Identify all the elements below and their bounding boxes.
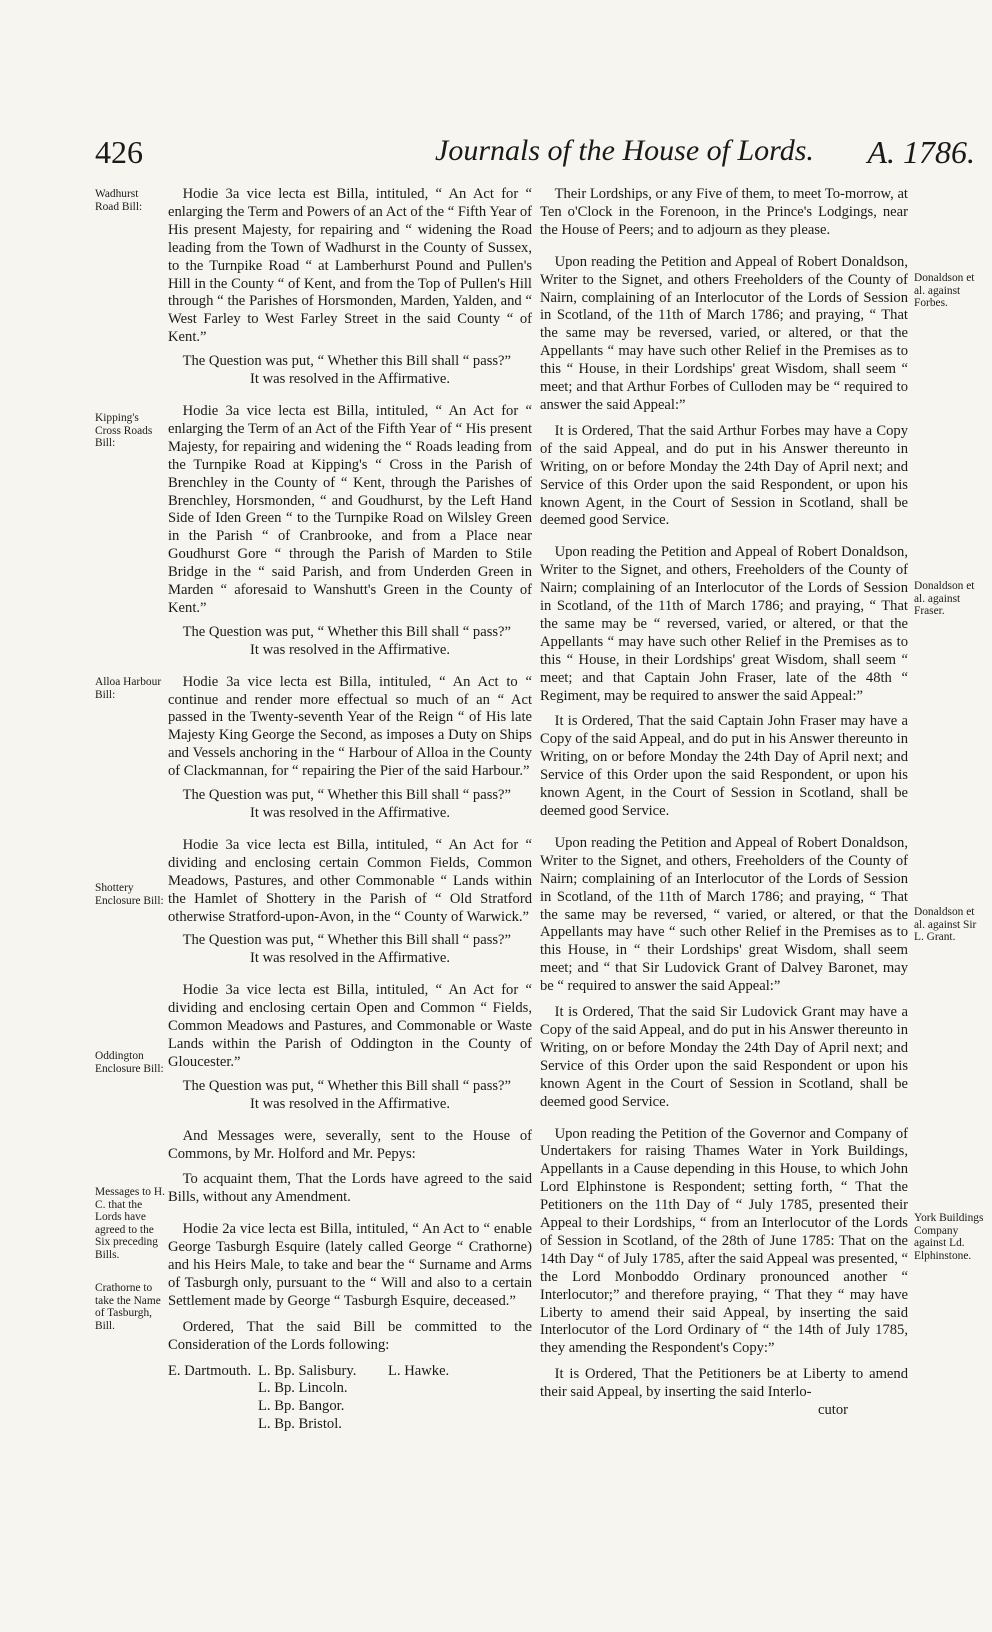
messages-text: And Messages were, severally, sent to the House of Commons, by Mr. Holford and Mr. Pepys: <box>168 1127 532 1162</box>
margin-note-wadhurst: Wadhurst Road Bill: <box>95 188 143 213</box>
margin-note-shottery: Shottery Enclosure Bill: <box>95 882 164 907</box>
margin-note-grant: Donaldson et al. against Sir L. Grant. <box>914 906 977 944</box>
margin-note-forbes: Donaldson et al. against Forbes. <box>914 272 975 310</box>
right-column <box>540 186 908 1434</box>
wadhurst-section <box>168 186 532 389</box>
york-petition-text: Upon reading the Petition of the Governor and Company of Undertakers for raising Thames Water in York Buildings, Appellants in a Cause depending in this House, to which John Lord Elphinstone is Respondent; setting forth, “ That the Petitioners on the 11th Day of “ July 1785, presented their Appeal to their Lordships, “ from an Interlocutor of the Lords of Session in Scotland, of the 28th of June 1785: That on the 14th Day “ of July 1785, after the said Appeal was presented, “ the Lord Monboddo Ordinary pronounced another “ Interlocutor;” and therefore praying, “ That they “ may have Liberty to amend their said Appeal, by inserting the said Interlocutor of the Lord Ordinary of “ the 14th of July 1785, they amending the Respondent's Copy:” <box>540 1125 908 1357</box>
forbes-order-text: It is Ordered, That the said Arthur Forbes may have a Copy of the said Appeal, and do put in his Answer thereunto in Writing, on or before Monday the 24th Day of April next; and Service of this Order upon the said Respondent, or upon his known Agent, in the Court of Session in Scotland, shall be deemed good Service. <box>540 422 908 529</box>
ordered-committed-text: Ordered, That the said Bill be committed to the Consideration of the Lords following: <box>168 1318 532 1353</box>
fraser-section <box>540 544 908 821</box>
page-number: 426 <box>95 134 143 170</box>
alloa-bill-text: Hodie 3a vice lecta est Billa, intituled, “ An Act to “ continue and render more effectual so much of an “ Act passed in the Twenty-seventh Year of the Reign “ of His late Majesty King George the Second, as imposes a Duty on Ships and Vessels anchoring in the “ Harbour of Alloa in the County of Clackmannan, for “ repairing the Pier of the said Harbour.” <box>168 673 532 780</box>
resolved-text: It was resolved in the Affirmative. <box>250 371 450 388</box>
margin-note-oddington: Oddington Enclosure Bill: <box>95 1050 164 1075</box>
margin-note-alloa: Alloa Harbour Bill: <box>95 676 162 701</box>
committee-meet-section <box>540 186 908 240</box>
question-text: The Question was put, “ Whether this Bill shall “ pass?” <box>182 932 512 949</box>
shottery-section <box>168 837 532 968</box>
question-text: The Question was put, “ Whether this Bill shall “ pass?” <box>182 1077 512 1094</box>
forbes-section <box>540 254 908 531</box>
lord-name: L. Bp. Salisbury. <box>258 1362 357 1379</box>
york-order-text: It is Ordered, That the Petitioners be at Liberty to amend their said Appeal, by inserting the said Interlo- <box>540 1366 908 1401</box>
lords-list <box>168 1363 532 1435</box>
margin-note-kippings: Kipping's Cross Roads Bill: <box>95 412 153 450</box>
margin-note-messages: Messages to H. C. that the Lords have agreed to the Six preceding Bills. <box>95 1186 165 1261</box>
grant-petition-text: Upon reading the Petition and Appeal of Robert Donaldson, Writer to the Signet, and others, Freeholders of the County of Nairn; complaining of an Interlocutor of the Lords of Session in Scotland, of the 11th of March 1786; and praying, “ That the same may be reversed, “ varied, or altered, or that the Appellants may have “ such other Relief in the Premises as to this House, in “ their Lordships' great Wisdom, shall seem meet; and “ that Sir Ludovick Grant of Dalvey Baronet, may be “ required to answer the said Appeal:” <box>540 834 908 995</box>
oddington-bill-text: Hodie 3a vice lecta est Billa, intituled, “ An Act for “ dividing and enclosing certain Open and Common “ Fields, Common Meadows and Pastures, and Commonable or Waste Lands within the Parish of Oddington in the County of Gloucester.” <box>168 982 532 1070</box>
committee-meet-text: Their Lordships, or any Five of them, to meet To-morrow, at Ten o'Clock in the Forenoon, in the Prince's Lodgings, near the House of Peers; and to adjourn as they please. <box>540 186 908 238</box>
fraser-order-text: It is Ordered, That the said Captain John Fraser may have a Copy of the said Appeal, and do put in his Answer thereunto in Writing, on or before Monday the 24th Day of April next; and Service of this Order upon the said Respondent, or upon his known Agent, in the Court of Session in Scotland, shall be deemed good Service. <box>540 713 908 819</box>
question-text: The Question was put, “ Whether this Bill shall “ pass?” <box>182 623 512 640</box>
lord-name: L. Hawke. <box>388 1362 450 1379</box>
question-text: The Question was put, “ Whether this Bill shall “ pass?” <box>182 353 512 370</box>
resolved-text: It was resolved in the Affirmative. <box>250 805 450 821</box>
alloa-section <box>168 674 532 823</box>
crathorne-section <box>168 1221 532 1434</box>
margin-note-fraser: Donaldson et al. against Fraser. <box>914 580 975 618</box>
question-text: The Question was put, “ Whether this Bill shall “ pass?” <box>182 787 512 804</box>
resolved-text: It was resolved in the Affirmative. <box>250 1095 450 1112</box>
margin-note-crathorne: Crathorne to take the Name of Tasburgh, Bill. <box>95 1282 161 1332</box>
grant-section <box>540 835 908 1112</box>
kippings-section <box>168 403 532 660</box>
journal-title: Journals of the House of Lords. <box>435 134 814 167</box>
lord-name: L. Bp. Bristol. <box>258 1416 342 1433</box>
forbes-petition-text: Upon reading the Petition and Appeal of Robert Donaldson, Writer to the Signet, and others Freeholders of the County of Nairn, complaining of an Interlocutor of the Lords of Session in Scotland, of the 11th of March 1786; and praying, “ That the same may be reversed, varied, or altered, or that the Appellants “ may have such other Relief in the Premises as to this “ House, in their Lordships' great Wisdom, shall seem “ meet; and that Arthur Forbes of Culloden may be “ required to answer the said Appeal:” <box>540 253 908 413</box>
acquaint-text: To acquaint them, That the Lords have agreed to the said Bills, without any Amendment. <box>168 1171 532 1206</box>
journal-year: A. 1786. <box>867 134 975 170</box>
oddington-section <box>168 982 532 1113</box>
shottery-bill-text: Hodie 3a vice lecta est Billa, intituled, “ An Act for “ dividing and enclosing certain Common Fields, Common Meadows, Pastures, and other Commonable “ Lands within the Hamlet of Shottery in the Parish of “ Old Stratford otherwise Stratford-upon-Avon, in the “ County of Warwick.” <box>168 836 532 925</box>
lord-name: L. Bp. Lincoln. <box>258 1380 348 1397</box>
catchword: cutor <box>818 1402 848 1419</box>
resolved-text: It was resolved in the Affirmative. <box>250 950 450 967</box>
wadhurst-bill-text: Hodie 3a vice lecta est Billa, intituled, “ An Act for “ enlarging the Term and Powers of an Act of the “ Fifth Year of His present Majesty, for repairing and “ widening the Road leading from the Town of Wadhurst in the County of Sussex, to the Turnpike Road “ at Lamberhurst Pound and Pullen's Hill in the County “ of Kent, and from the Top of Pullen's Hill through “ the Parishes of Horsmonden, Marden, Yalden, and “ West Farley to West Farley Street in the said County “ of Kent.” <box>168 186 533 346</box>
resolved-text: It was resolved in the Affirmative. <box>250 641 450 658</box>
york-section <box>540 1126 908 1421</box>
margin-note-york: York Buildings Company against Ld. Elphinstone. <box>914 1212 984 1262</box>
left-column <box>168 186 532 1448</box>
lord-name: L. Bp. Bangor. <box>258 1398 345 1415</box>
grant-order-text: It is Ordered, That the said Sir Ludovick Grant may have a Copy of the said Appeal, and do put in his Answer thereunto in Writing, on or before Monday the 24th Day of April next; and Service of this Order upon the said Respondent or upon his known Agent in the Court of Session in Scotland, shall be deemed good Service. <box>540 1004 908 1110</box>
fraser-petition-text: Upon reading the Petition and Appeal of Robert Donaldson, Writer to the Signet, and others, Freeholders of the County of Nairn; complaining of an Interlocutor of the Lords of Session in Scotland, of the 11th of March 1786; and praying, “ That the same may be “ reversed, varied, or altered, or that the Appellants “ may have such other Relief in the Premises as to this “ House, in their Lordships' great Wisdom, shall seem “ meet; and that Captain John Fraser, late of the 48th “ Regiment, may be required to answer the said Appeal:” <box>540 544 908 704</box>
lord-name: E. Dartmouth. <box>168 1362 252 1379</box>
crathorne-bill-text: Hodie 2a vice lecta est Billa, intituled, “ An Act to “ enable George Tasburgh Esquire (lately called George “ Crathorne) and his Heirs Male, to take and bear the “ Surname and Arms of Tasburgh only, pursuant to the “ Will and also to a certain Settlement made by George “ Tasburgh Esquire, deceased.” <box>168 1221 532 1309</box>
page-header <box>95 134 975 174</box>
messages-section <box>168 1128 532 1208</box>
kippings-bill-text: Hodie 3a vice lecta est Billa, intituled, “ An Act for “ enlarging the Term of an Act of the Fifth Year of “ His present Majesty, for repairing and widening the “ Roads leading from the Turnpike Road at Kipping's “ Cross in the Parish of Brenchley in the County of “ Kent, through the Parishes of Brenchley, Horsmonden, “ and Goudhurst, by the Left Hand Side of Iden Green “ to the Turnpike Road on Wilsley Green in the Parish “ of Cranbrooke, and from a Place near Goudhurst Gore “ through the Parish of Marden to Stile Bridge in the “ said Parish, and from Underden Green in Marden “ aforesaid to Wanshutt's Green in the County of Kent.” <box>168 402 532 616</box>
